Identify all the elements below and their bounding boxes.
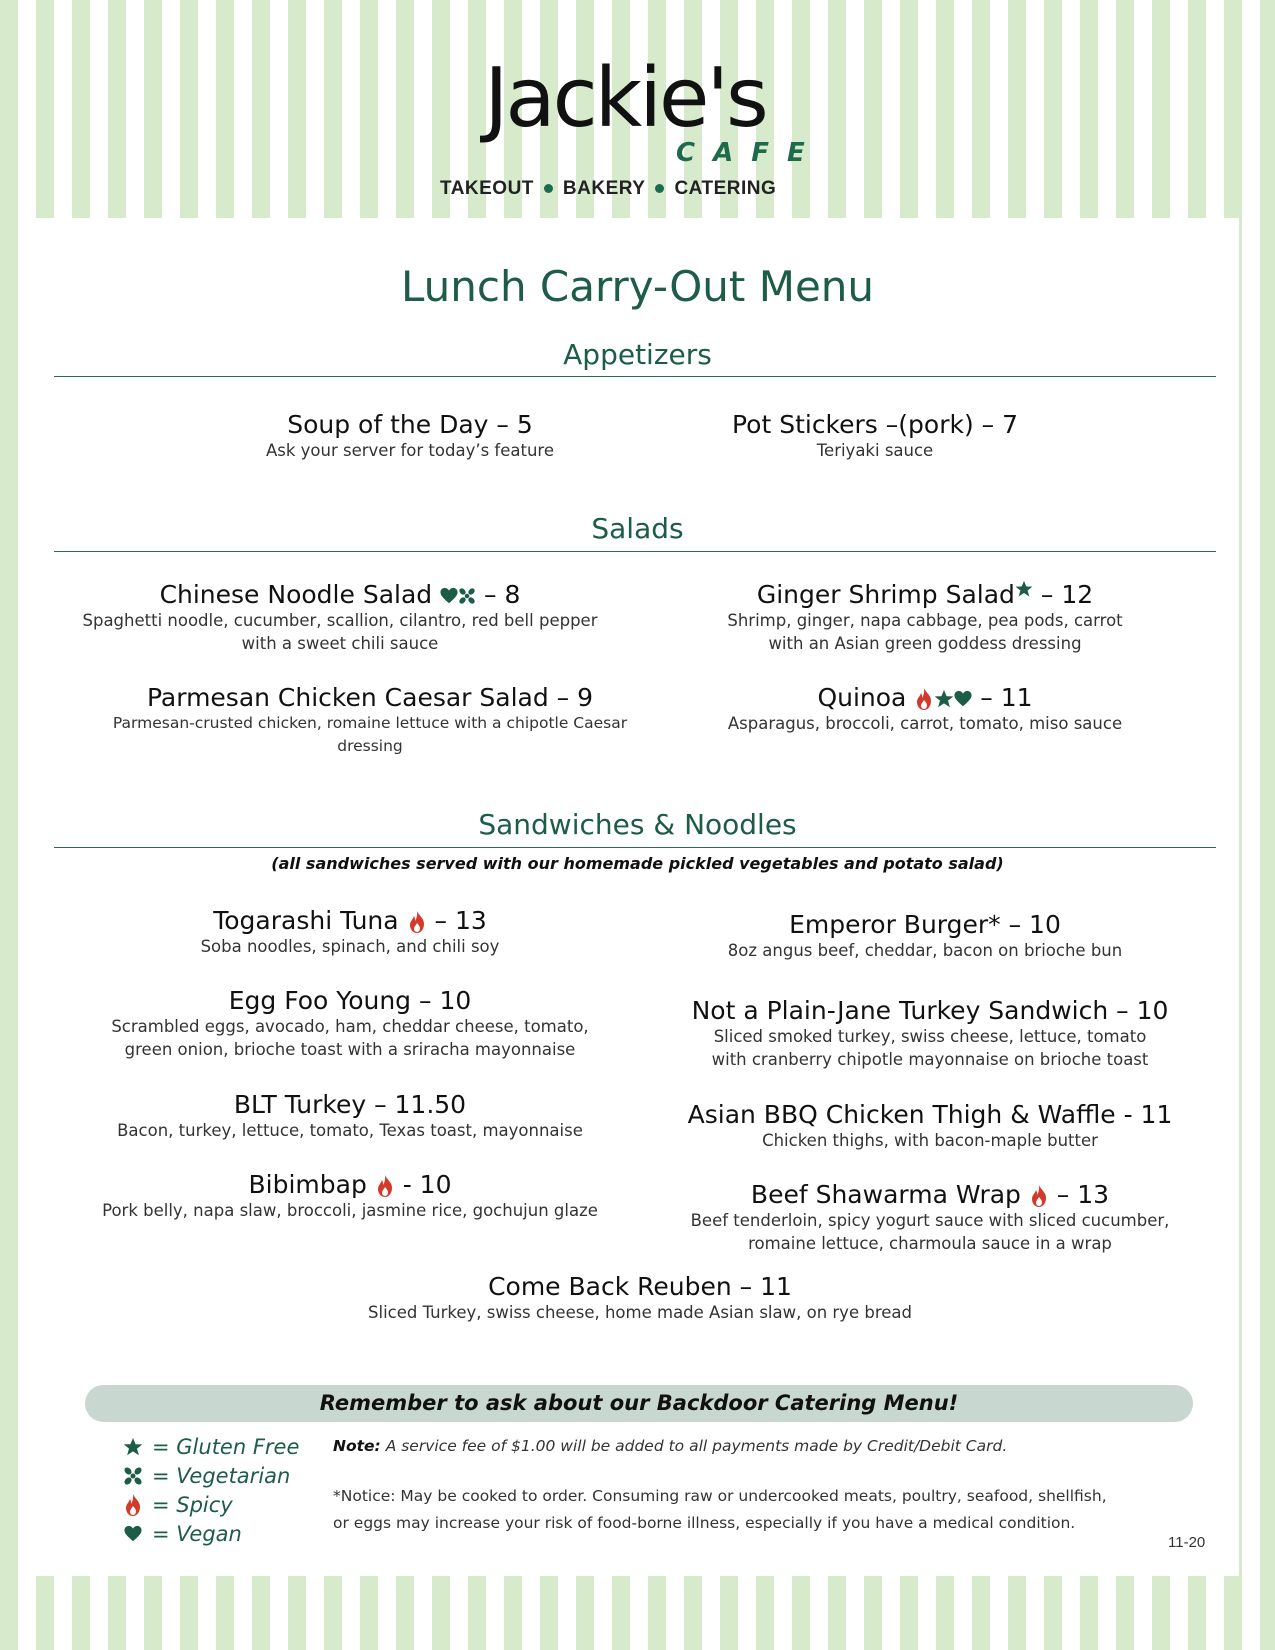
section-title-salads: Salads	[591, 512, 684, 545]
menu-item-quinoa	[700, 683, 1150, 735]
item-name: Bibimbap	[248, 1170, 367, 1199]
section-divider	[54, 551, 1216, 552]
menu-item-bibimbap	[100, 1170, 600, 1222]
item-description: Ask your server for today’s feature	[265, 441, 554, 460]
item-price: – 13	[1048, 1180, 1110, 1209]
menu-item-togarashi-tuna	[110, 906, 590, 958]
item-description: with cranberry chipotle mayonnaise on brioche toast	[711, 1050, 1149, 1069]
menu-item-bbq-chicken	[680, 1100, 1180, 1152]
version-code: 11-20	[1168, 1534, 1206, 1551]
item-name: Ginger Shrimp Salad	[756, 580, 1015, 609]
legend-label: = Spicy	[152, 1492, 233, 1517]
menu-item-beef-shawarma	[680, 1180, 1180, 1255]
item-description: with an Asian green goddess dressing	[768, 634, 1082, 653]
catering-banner: Remember to ask about our Backdoor Catering Menu!	[85, 1385, 1193, 1422]
menu-item-reuben	[350, 1272, 930, 1324]
vegan-icon	[440, 587, 458, 605]
item-description: Pork belly, napa slaw, broccoli, jasmine rice, gochujun glaze	[102, 1201, 598, 1220]
item-description: Soba noodles, spinach, and chili soy	[200, 937, 500, 956]
item-description: Bacon, turkey, lettuce, tomato, Texas toast, mayonnaise	[117, 1121, 583, 1140]
gluten-free-icon	[1015, 580, 1033, 598]
item-price: – 11	[972, 683, 1033, 712]
item-description: Scrambled eggs, avocado, ham, cheddar cheese, tomato,	[111, 1017, 589, 1036]
item-description: Shrimp, ginger, napa cabbage, pea pods, carrot	[727, 611, 1123, 630]
vegetarian-icon	[458, 587, 476, 605]
sandwiches-note: (all sandwiches served with our homemade pickled vegetables and potato salad)	[271, 854, 1004, 873]
item-name: Come Back Reuben – 11	[488, 1272, 792, 1301]
spicy-icon	[123, 1493, 143, 1517]
item-name: Pot Stickers –(pork) – 7	[731, 410, 1019, 439]
icon-legend	[120, 1432, 299, 1548]
item-name: Not a Plain-Jane Turkey Sandwich – 10	[691, 996, 1169, 1025]
logo-name: Jackie's	[484, 51, 766, 146]
item-description: romaine lettuce, charmoula sauce in a wrap	[748, 1234, 1112, 1253]
item-description: with a sweet chili sauce	[241, 634, 439, 653]
item-price: – 8	[476, 580, 521, 609]
bullet-icon	[655, 184, 664, 193]
food-safety-notice: *Notice: May be cooked to order. Consuming raw or undercooked meats, poultry, seafood, shellfish,	[333, 1487, 1107, 1505]
item-description: Beef tenderloin, spicy yogurt sauce with sliced cucumber,	[690, 1211, 1170, 1230]
fee-note-text: A service fee of $1.00 will be added to all payments made by Credit/Debit Card.	[385, 1437, 1008, 1455]
menu-item-soup	[220, 410, 600, 462]
section-title-appetizers: Appetizers	[563, 338, 712, 371]
vegetarian-icon	[123, 1466, 143, 1486]
vegan-icon	[124, 1525, 142, 1543]
section-title-sandwiches: Sandwiches & Noodles	[478, 808, 797, 841]
item-name: Asian BBQ Chicken Thigh & Waffle - 11	[687, 1100, 1173, 1129]
item-name: Parmesan Chicken Caesar Salad – 9	[146, 683, 594, 712]
item-description: Asparagus, broccoli, carrot, tomato, miso sauce	[727, 714, 1123, 733]
item-name: Chinese Noodle Salad	[159, 580, 433, 609]
item-price: – 13	[426, 906, 487, 935]
section-divider	[54, 376, 1216, 377]
item-name: Quinoa	[817, 683, 907, 712]
logo-subtitle: CAFE	[676, 138, 823, 168]
spicy-icon	[914, 687, 934, 711]
item-name: Egg Foo Young – 10	[228, 986, 472, 1015]
legend-label: = Gluten Free	[152, 1434, 300, 1459]
legend-vegan	[120, 1519, 299, 1548]
item-description: Chicken thighs, with bacon-maple butter	[762, 1131, 1098, 1150]
bullet-icon	[544, 184, 553, 193]
menu-item-turkey-sandwich	[680, 996, 1180, 1071]
item-description: Spaghetti noodle, cucumber, scallion, cilantro, red bell pepper	[82, 611, 598, 630]
menu-item-potstickers	[675, 410, 1075, 462]
item-name: Soup of the Day – 5	[287, 410, 533, 439]
gluten-free-icon	[934, 689, 954, 709]
item-name: BLT Turkey – 11.50	[233, 1090, 467, 1119]
legend-label: = Vegetarian	[152, 1463, 291, 1488]
menu-item-blt-turkey	[100, 1090, 600, 1142]
header	[0, 0, 1275, 218]
item-description: 8oz angus beef, cheddar, bacon on brioche bun	[727, 941, 1123, 960]
section-divider	[54, 847, 1216, 848]
item-description: Sliced Turkey, swiss cheese, home made Asian slaw, on rye bread	[368, 1303, 912, 1322]
item-description: green onion, brioche toast with a sriracha mayonnaise	[124, 1040, 576, 1059]
item-name: Emperor Burger* – 10	[789, 910, 1061, 939]
page-title: Lunch Carry-Out Menu	[400, 262, 875, 311]
item-description: Parmesan-crusted chicken, romaine lettuce with a chipotle Caesar dressing	[112, 714, 628, 755]
spicy-icon	[375, 1174, 395, 1198]
item-name: Togarashi Tuna	[213, 906, 399, 935]
vegan-icon	[954, 690, 972, 708]
menu-item-ginger-shrimp-salad	[675, 580, 1175, 655]
item-price: - 10	[394, 1170, 452, 1199]
menu-item-emperor-burger	[700, 910, 1150, 962]
item-name: Beef Shawarma Wrap	[750, 1180, 1021, 1209]
tagline-catering: CATERING	[674, 178, 777, 199]
tagline-bakery: BAKERY	[562, 178, 646, 199]
menu-item-egg-foo-young	[100, 986, 600, 1061]
item-description: Teriyaki sauce	[816, 441, 934, 460]
tagline-takeout: TAKEOUT	[440, 178, 534, 199]
legend-gluten-free	[120, 1432, 299, 1461]
menu-item-chinese-noodle-salad	[80, 580, 600, 655]
item-description: Sliced smoked turkey, swiss cheese, lettuce, tomato	[713, 1027, 1147, 1046]
legend-spicy	[120, 1490, 299, 1519]
legend-vegetarian	[120, 1461, 299, 1490]
tagline	[440, 178, 776, 200]
fee-note-label: Note:	[333, 1437, 381, 1455]
spicy-icon	[1029, 1184, 1049, 1208]
food-safety-notice: or eggs may increase your risk of food-borne illness, especially if you have a medical condition.	[333, 1514, 1076, 1532]
gluten-free-icon	[123, 1437, 143, 1457]
legend-label: = Vegan	[152, 1521, 242, 1546]
menu-item-caesar-salad	[80, 683, 660, 758]
fee-note	[333, 1437, 1007, 1455]
spicy-icon	[407, 910, 427, 934]
item-price: – 12	[1032, 580, 1094, 609]
